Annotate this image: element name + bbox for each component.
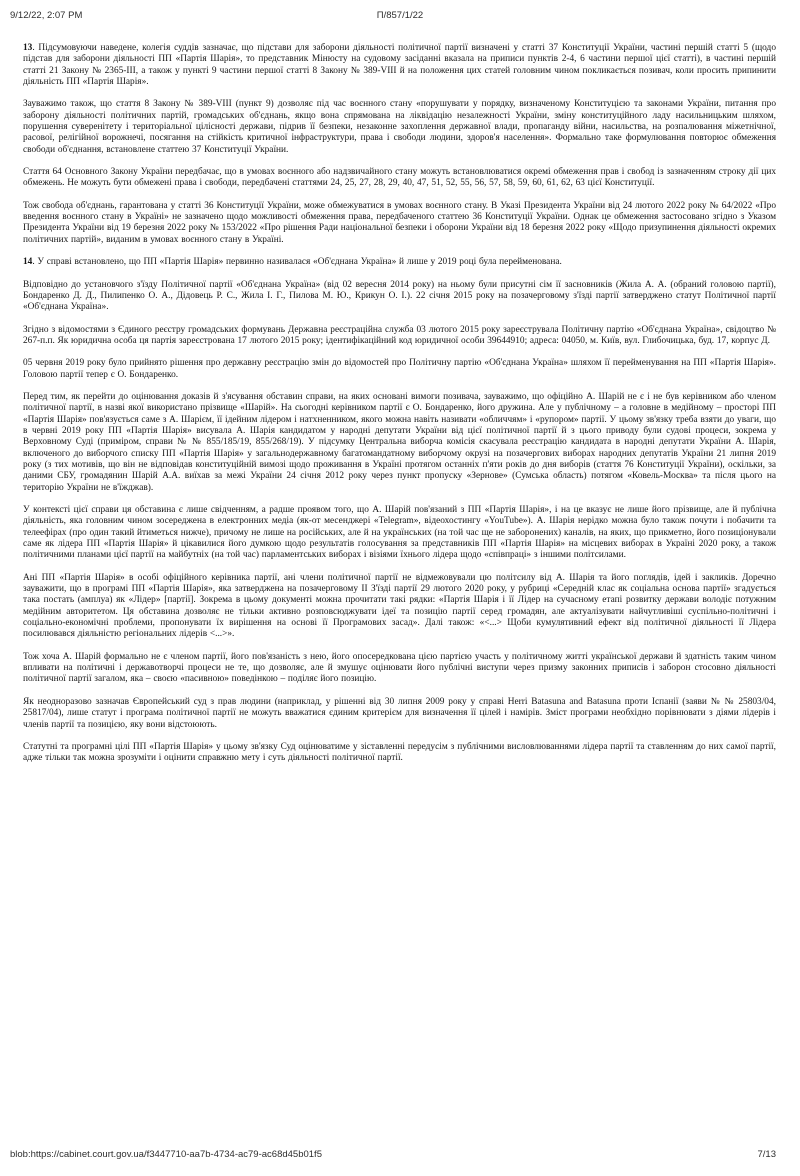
paragraph-text: Як неодноразово зазначав Європейський суд з прав людини (наприклад, у рішенні від 30 липня 2009 року у справі Herri Batasuna and Batasuna проти Іспанії (заяви № № 25803/04, 25817/04), лише статут і програма політичної партії не можуть вважатися єдиним критерієм для визначення її цілей і намірів. Зміст програми необхідно порівнювати з діями лідерів і членів партії та позицією, яку вони відстоюють. bbox=[23, 696, 776, 730]
paragraph bbox=[23, 697, 776, 731]
paragraph bbox=[23, 505, 776, 562]
paragraph bbox=[23, 358, 776, 381]
source-url: blob:https://cabinet.court.gov.ua/f3447710-aa7b-4734-ac79-ac68d45b01f5 bbox=[10, 1149, 322, 1160]
paragraph-14 bbox=[23, 257, 776, 268]
print-header bbox=[10, 10, 790, 21]
paragraph bbox=[23, 167, 776, 190]
paragraph-text: Перед тим, як перейти до оцінювання доказів й з'ясування обставин справи, на яких основані вимоги позивача, зауважимо, що офіційно А. Шарій не є і не був керівником або членом політичної партії, в назві якої використано прізвище «Шарій». На сьогодні керівником партії є О. Бондаренко, його дружина. Але у публічному – а головне в медійному – просторі ПП «Партія Шарія» пов'язується саме з А. Шарієм, її ідейним лідером і натхненником, якого можна навіть називати «обличчям» і «рупором» партії. У цьому зв'язку треба взяти до уваги, що в червні 2019 року ПП «Партія Шарія» висувала А. Шарія кандидатом у народні депутати України від цієї політичної партії й з цього приводу були судові процеси, зокрема у Верховному Суді (приміром, справи № № 855/185/19, 855/268/19). У підсумку Центральна виборча комісія скасувала реєстрацію кандидата в народні депутати України А. Шарія, включеного до виборчого списку ПП «Партія Шарія» у загальнодержавному багатомандатному виборчому окрузі на позачергових виборах народних депутатів України 21 липня 2019 року (з тих мотивів, що він не відповідав конституційній вимозі щодо проживання в Україні протягом останніх п'яти років до дня виборів (стаття 76 Конституції України), оскільки, за даними СБУ, громадянин Шарій А.А. виїхав за межі України 24 січня 2012 року через пункт пропуску «Зернове» (Сумська область) потягом «Ковель-Москва» та після цього на територію України не в'їжджав). bbox=[23, 391, 776, 493]
print-datetime: 9/12/22, 2:07 PM bbox=[10, 10, 83, 21]
paragraph-13 bbox=[23, 43, 776, 88]
paragraph-text: 05 червня 2019 року було прийнято рішення про державну реєстрацію змін до відомостей про Політичну партію «Об'єднана Україна» шляхом її перейменування на ПП «Партія Шарія». Головою партії тепер є О. Бондаренко. bbox=[23, 358, 776, 380]
paragraph bbox=[23, 280, 776, 314]
print-footer bbox=[10, 1149, 776, 1160]
paragraph-text: . Підсумовуючи наведене, колегія суддів зазначає, що підстави для заборони діяльності політичної партії визначені у статті 37 Конституції України, частині першій статті 5 (щодо підстав для заборони діяльності ПП «Партія Шарія», то представник Мінюсту на судовому засіданні вказала на приписи пунктів 2-4, 6 частини першої цієї статті), в частині першій статті 21 Закону № 2365-III, а також у пункті 9 частини першої статті 8 Закону № 389-VIII й на положення цих статей головним чином покликається позивач, коли просить припинити діяльність ПП «Партія Шарія». bbox=[23, 43, 776, 88]
paragraph-text: Ані ПП «Партія Шарія» в особі офіційного керівника партії, ані члени політичної партії не відмежовували цю політсилу від А. Шарія та його поглядів, ідей і закликів. Доречно зауважити, що в програмі ПП «Партія Шарія», яка затверджена на позачерговому ІІ З'їзді партії 29 лютого 2020 року, у рубриці «Середній клас як соціальна основа партії» згадується така постать (амплуа) як «Лідер» [партії]. Зокрема в цьому документі можна прочитати такі рядки: «Партія Шарія і її Лідер на сучасному етапі розвитку держави володіє потужним медійним авторитетом. Ця обставина дозволяє не тільки активно розповсюджувати ідеї та позицію партії серед громадян, але актуалізувати найчутливіші суспільно-політичні і соціально-економічні проблеми, пропонувати їх вирішення на основі її Програмових засад». Далі також: «<...> Щоби кумулятивний ефект від політичної діяльності її Лідера посилювався діяльністю регіональних лідерів <...>». bbox=[23, 572, 776, 640]
paragraph-text: . У справі встановлено, що ПП «Партія Шарія» первинно називалася «Об'єднана Україна» й лише у 2019 році була перейменована. bbox=[32, 257, 562, 268]
paragraph-text: Тож свобода об'єднань, гарантована у статті 36 Конституції України, може обмежуватися в умовах воєнного стану. В Указі Президента України від 24 лютого 2022 року № 64/2022 «Про введення воєнного стану в Україні» не зазначено щодо можливості обмеження права, передбаченого статтею 36 Конституції України. Однак це обмеження застосовано згідно з Указом Президента України від 19 березня 2022 року № 153/2022 «Про рішення Ради національної безпеки і оборони України від 18 березня 2022 року «Щодо призупинення діяльності окремих політичних партій», виданим в умовах воєнного стану в Україні. bbox=[23, 200, 776, 245]
paragraph-text: Згідно з відомостями з Єдиного реєстру громадських формувань Державна реєстраційна служба 03 лютого 2015 року зареєструвала Політичну партію «Об'єднана Україна», свідоцтво № 267-п.п. Як юридична особа ця партія зареєстрована 17 лютого 2015 року; ідентифікаційний код юридичної особи 39644910; адреса: 04050, м. Київ, вул. Глибочицька, буд. 17, корпус Д. bbox=[23, 324, 776, 346]
document-body bbox=[23, 43, 776, 776]
paragraph bbox=[23, 99, 776, 156]
paragraph bbox=[23, 742, 776, 765]
paragraph-text: У контексті цієї справи ця обставина є лише свідченням, а радше проявом того, що А. Шарій пов'язаний з ПП «Партія Шарія», і на це вказує не лише його прізвище, але й публічна діяльність, яка головним чином зосереджена в електронних медіа (як-от месенджері «Telegram», відеохостингу «YouTube»). А. Шарія нерідко можна було також почути і побачити та телеефірах (про один такий йтиметься нижче), причому не лише на російських, але й на українських (на той час ще не заборонених) каналів, на яких, що прикметно, його позиціонували саме як лідера ПП «Партія Шарія» й цікавилися його думкою щодо результатів голосування за представників ПП «Партія Шарія» на місцевих виборах в Україні 2020 року, а також політичними планами цієї партії на майбутніх (на той час) парламентських виборах і візіями їхнього лідера щодо «співпраці» з іншими політсилами. bbox=[23, 505, 776, 561]
paragraph-text: Зауважимо також, що стаття 8 Закону № 389-VIII (пункт 9) дозволяє під час воєнного стану «порушувати у порядку, визначеному Конституцією та законами України, питання про заборону діяльності політичних партій, громадських об'єднань, якщо вона спрямована на ліквідацію незалежності України, зміну конституційного ладу насильницьким шляхом, порушення суверенітету і територіальної цілісності держави, підрив її безпеки, незаконне захоплення державної влади, пропаганду війни, насильства, на розпалювання міжетнічної, расової, релігійної ворожнечі, посягання на стійкість критичної інфраструктури, права і свободи людини, здоров'я населення». Формально таке формулювання повторює обмеження свободи об'єднання, встановлене статтею 37 Конституції України. bbox=[23, 99, 776, 155]
paragraph bbox=[23, 325, 776, 348]
case-number: П/857/1/22 bbox=[376, 10, 424, 21]
paragraph bbox=[23, 573, 776, 641]
page-indicator: 7/13 bbox=[757, 1149, 776, 1160]
paragraph-number: 14 bbox=[23, 257, 33, 268]
paragraph bbox=[23, 201, 776, 246]
paragraph-text: Відповідно до установчого з'їзду Політичної партії «Об'єднана Україна» (від 02 вересня 2014 року) на ньому були присутні сім її засновників (Жила А. А. (обраний головою партії), Бондаренко Д. Д., Пилипенко О. А., Дідовець Р. С., Жила І. Г., Пилова М. Ю., Крикун О. І.). 22 січня 2015 року на позачерговому з'їзді партії затверджено статут Політичної партії «Об'єднана Україна». bbox=[23, 279, 776, 313]
paragraph-number: 13 bbox=[23, 43, 33, 53]
paragraph-text: Стаття 64 Основного Закону України передбачає, що в умовах воєнного або надзвичайного стану можуть встановлюватися окремі обмеження прав і свобод із зазначенням строку дії цих обмежень. Не можуть бути обмежені права і свободи, передбачені статтями 24, 25, 27, 28, 29, 40, 47, 51, 52, 55, 56, 57, 58, 59, 60, 61, 62, 63 цієї Конституції. bbox=[23, 167, 776, 189]
paragraph-text: Статутні та програмні цілі ПП «Партія Шарія» у цьому зв'язку Суд оцінюватиме у зіставленні передусім з публічними висловлюваннями лідера партії та ставленням до них самої партії, адже тільки так можна зрозуміти і оцінити справжню мету і суть діяльності політичної партії. bbox=[23, 741, 776, 764]
paragraph-text: Тож хоча А. Шарій формально не є членом партії, його пов'язаність з нею, його опосередкована цією партією участь у політичному житті української держави й здатність таким чином впливати на політичні і державотворчі процеси не те, що дозволяє, але й змушує оцінювати його публічні виступи через призму законних приписів і заборон стосовно діяльності політичної партії загалом, яка – своєю «пасивною» поведінкою – поділяє його позицію. bbox=[23, 651, 776, 685]
paragraph bbox=[23, 392, 776, 494]
paragraph bbox=[23, 652, 776, 686]
